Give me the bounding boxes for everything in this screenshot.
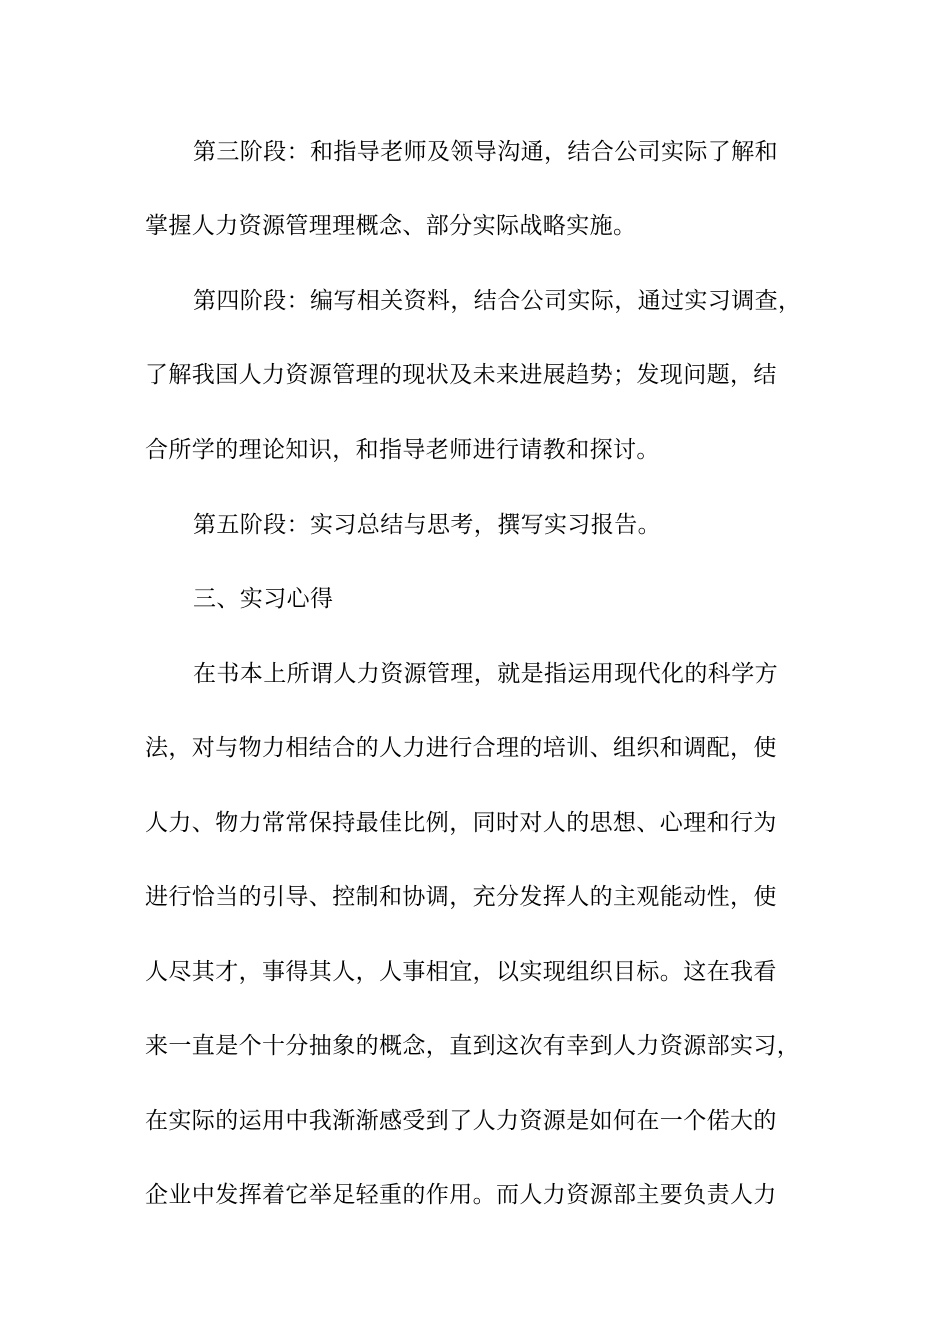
paragraph-experience-line-1: 在书本上所谓人力资源管理，就是指运用现代化的科学方: [193, 661, 778, 687]
paragraph-experience-line-3: 人力、物力常常保持最佳比例，同时对人的思想、心理和行为: [145, 810, 777, 836]
paragraph-stage-five: 第五阶段：实习总结与思考，撰写实习报告。: [193, 512, 661, 538]
paragraph-experience-line-6: 来一直是个十分抽象的概念，直到这次有幸到人力资源部实习，: [145, 1033, 801, 1059]
paragraph-experience-line-4: 进行恰当的引导、控制和协调，充分发挥人的主观能动性，使: [145, 884, 777, 910]
paragraph-stage-three-line-2: 掌握人力资源管理理概念、部分实际战略实施。: [145, 213, 637, 239]
paragraph-stage-four-line-3: 合所学的理论知识，和指导老师进行请教和探讨。: [145, 437, 660, 463]
paragraph-experience-line-7: 在实际的运用中我渐渐感受到了人力资源是如何在一个偌大的: [145, 1108, 777, 1134]
paragraph-stage-four-line-1: 第四阶段：编写相关资料，结合公司实际，通过实习调查，: [193, 288, 802, 314]
paragraph-stage-three-line-1: 第三阶段：和指导老师及领导沟通，结合公司实际了解和: [193, 139, 778, 165]
paragraph-stage-four-line-2: 了解我国人力资源管理的现状及未来进展趋势；发现问题，结: [145, 362, 777, 388]
section-heading: 三、实习心得: [193, 586, 334, 612]
paragraph-experience-line-2: 法，对与物力相结合的人力进行合理的培训、组织和调配，使: [145, 735, 777, 761]
paragraph-experience-line-5: 人尽其才，事得其人，人事相宜，以实现组织目标。这在我看: [145, 959, 777, 985]
paragraph-experience-line-8: 企业中发挥着它举足轻重的作用。而人力资源部主要负责人力: [145, 1182, 777, 1208]
